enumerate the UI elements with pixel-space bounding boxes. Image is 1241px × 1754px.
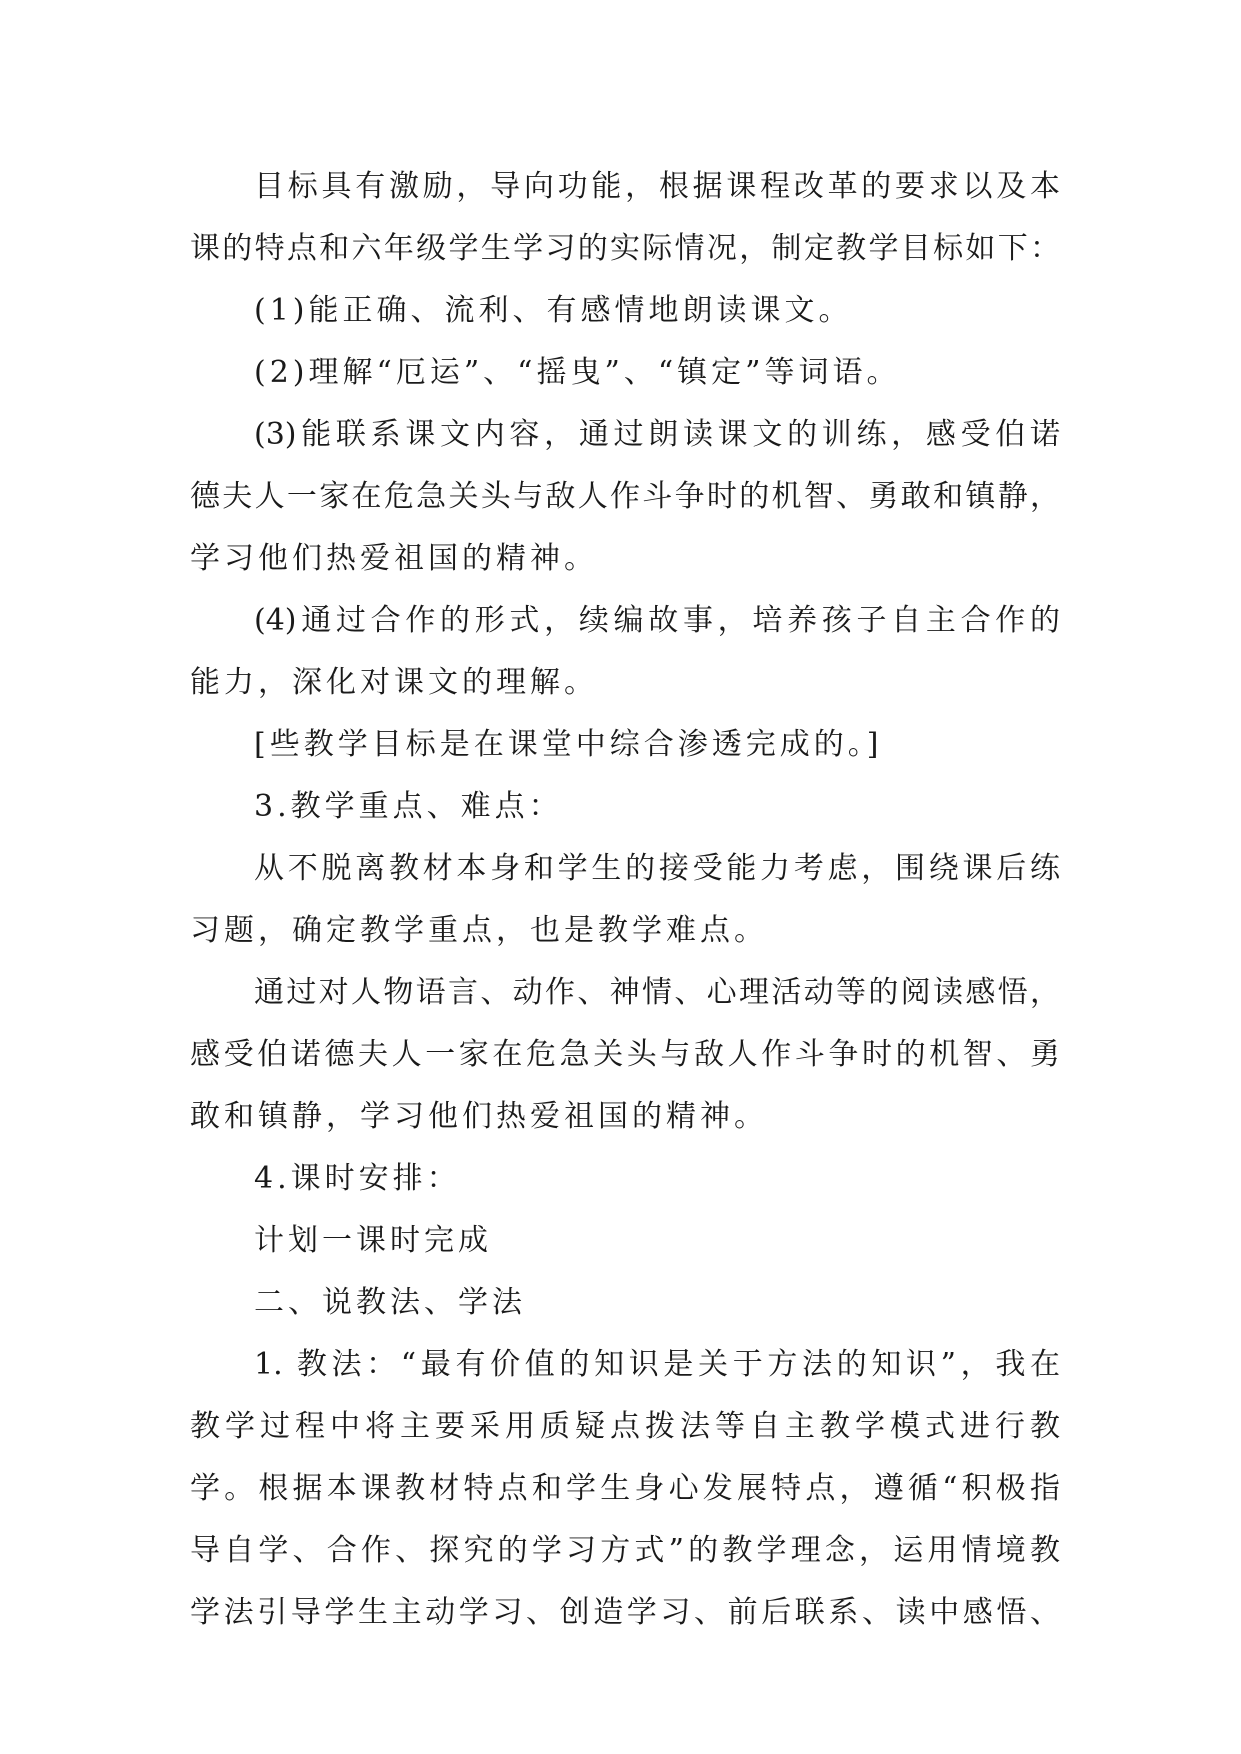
- text-line: 4.课时安排：: [254, 1161, 461, 1196]
- text-line: 计划一课时完成: [254, 1223, 492, 1258]
- text-line: (1)能正确、流利、有感情地朗读课文。: [254, 293, 853, 328]
- text-line: 感受伯诺德夫人一家在危急关头与敌人作斗争时的机智、勇: [190, 1037, 1060, 1072]
- text-line: 能力，深化对课文的理解。: [190, 665, 598, 700]
- text-line: 通过对人物语言、动作、神情、心理活动等的阅读感悟，: [254, 975, 1060, 1010]
- text-line: 习题，确定教学重点，也是教学难点。: [190, 913, 768, 948]
- text-line: (4)通过合作的形式，续编故事，培养孩子自主合作的: [254, 603, 1060, 638]
- text-line: (3)能联系课文内容，通过朗读课文的训练，感受伯诺: [254, 417, 1060, 452]
- text-line: 二、说教法、学法: [254, 1285, 526, 1320]
- text-line: [些教学目标是在课堂中综合渗透完成的。]: [254, 727, 883, 762]
- text-line: 导自学、合作、探究的学习方式”的教学理念，运用情境教: [190, 1533, 1060, 1568]
- text-line: 学习他们热爱祖国的精神。: [190, 541, 598, 576]
- text-line: 敢和镇静，学习他们热爱祖国的精神。: [190, 1099, 768, 1134]
- document-body: [190, 156, 1060, 1644]
- text-line: 目标具有激励，导向功能，根据课程改革的要求以及本: [254, 169, 1060, 204]
- text-line: 学。根据本课教材特点和学生身心发展特点，遵循“积极指: [190, 1471, 1060, 1506]
- text-line: (2)理解“厄运”、“摇曳”、“镇定”等词语。: [254, 355, 901, 390]
- text-line: 课的特点和六年级学生学习的实际情况，制定教学目标如下：: [190, 231, 1060, 266]
- text-line: 1. 教法：“最有价值的知识是关于方法的知识”，我在: [254, 1347, 1060, 1382]
- text-line: 教学过程中将主要采用质疑点拨法等自主教学模式进行教: [190, 1409, 1060, 1444]
- text-line: 3.教学重点、难点：: [254, 789, 563, 824]
- text-line: 从不脱离教材本身和学生的接受能力考虑，围绕课后练: [254, 851, 1060, 886]
- text-line: 学法引导学生主动学习、创造学习、前后联系、读中感悟、: [190, 1595, 1060, 1630]
- text-line: 德夫人一家在危急关头与敌人作斗争时的机智、勇敢和镇静，: [190, 479, 1060, 514]
